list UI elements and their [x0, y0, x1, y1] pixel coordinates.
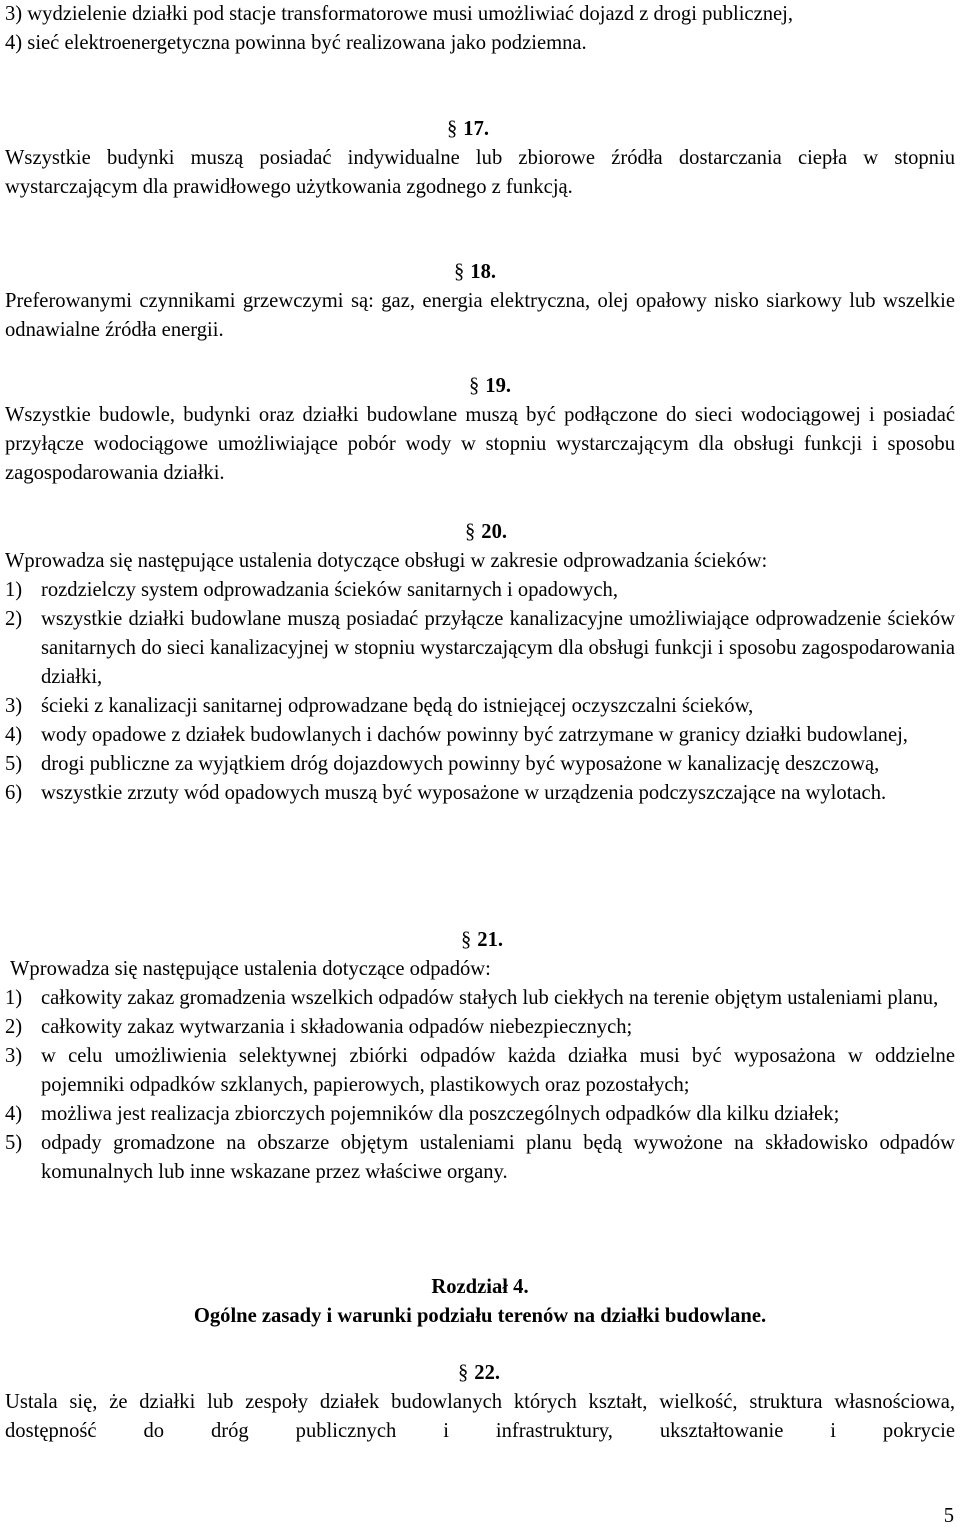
section-heading-21: § 21.: [461, 929, 504, 951]
chapter-label: Rozdział 4.: [431, 1276, 529, 1298]
list-item: 2) całkowity zakaz wytwarzania i składowania odpadów niebezpiecznych;: [5, 1016, 633, 1038]
paragraph: Wszystkie budynki muszą posiadać indywidualne lub zbiorowe źródła dostarczania ciepła w stopniu wystarczającym dla prawidłowego użytkowania zgodnego z funkcją.: [5, 147, 955, 198]
paragraph: Ustala się, że działki lub zespoły działek budowlanych których kształt, wielkość, struktura własnościowa, dostępność do dróg publicznych i infrastruktury, ukształtowanie i pokrycie: [5, 1391, 955, 1442]
section-sign: §: [454, 261, 465, 283]
list-item: 5) odpady gromadzone na obszarze objętym ustaleniami planu będą wywożone na składowisko odpadów komunalnych lub inne wskazane przez właściwe organy.: [5, 1132, 955, 1183]
section-heading-17: § 17.: [447, 118, 490, 140]
section-17-body: [5, 144, 955, 202]
list-item: 5) drogi publiczne za wyjątkiem dróg dojazdowych powinny być wyposażone w kanalizację deszczową,: [5, 753, 880, 775]
list-item: 4) sieć elektroenergetyczna powinna być realizowana jako podziemna.: [5, 32, 587, 54]
list-item: 1) rozdzielczy system odprowadzania ścieków sanitarnych i opadowych,: [5, 579, 618, 601]
section-heading-19: § 19.: [469, 375, 512, 397]
paragraph-intro: Wprowadza się następujące ustalenia dotyczące odpadów:: [10, 958, 491, 980]
list-item: 6) wszystkie zrzuty wód opadowych muszą być wyposażone w urządzenia podczyszczające na wylotach.: [5, 782, 887, 804]
section-sign: §: [458, 1362, 469, 1384]
list-item: 4) wody opadowe z działek budowlanych i dachów powinny być zatrzymane w granicy działki budowlanej,: [5, 724, 908, 746]
list: [5, 576, 955, 808]
paragraph: Preferowanymi czynnikami grzewczymi są: gaz, energia elektryczna, olej opałowy nisko siarkowy lub wszelkie odnawialne źródła energii.: [5, 290, 955, 341]
list-item: 4) możliwa jest realizacja zbiorczych pojemników dla poszczególnych odpadków dla kilku działek;: [5, 1103, 840, 1125]
section-heading-20: § 20.: [465, 521, 508, 543]
section-21-body: [5, 955, 955, 1187]
section-sign: §: [469, 375, 480, 397]
section-heading-22: § 22.: [458, 1362, 501, 1384]
list-item: 3) wydzielenie działki pod stacje transformatorowe musi umożliwiać dojazd z drogi publicznej,: [5, 3, 794, 25]
section-sign: §: [465, 521, 476, 543]
section-sign: §: [447, 118, 458, 140]
section-20-body: [5, 547, 955, 808]
list: [5, 984, 955, 1187]
section-sign: §: [461, 929, 472, 951]
section-18-body: [5, 287, 955, 345]
list-item: 3) ścieki z kanalizacji sanitarnej odprowadzane będą do istniejącej oczyszczalni ścieków,: [5, 695, 754, 717]
list-item: 2) wszystkie działki budowlane muszą posiadać przyłącze kanalizacyjne umożliwiające odprowadzenie ścieków sanitarnych do sieci kanalizacyjnej w stopniu wystarczającym dla obsługi funkcji i sposobu zagospodarowania działki,: [5, 608, 955, 688]
section-heading-18: § 18.: [454, 261, 497, 283]
paragraph-intro: Wprowadza się następujące ustalenia dotyczące obsługi w zakresie odprowadzania ścieków:: [5, 550, 768, 572]
section-19-body: [5, 401, 955, 488]
section-22-body: [5, 1388, 955, 1446]
page-number: 5: [943, 1505, 954, 1527]
chapter-title: Ogólne zasady i warunki podziału terenów na działki budowlane.: [193, 1305, 767, 1327]
top-list: [5, 0, 955, 58]
list-item: 1) całkowity zakaz gromadzenia wszelkich odpadów stałych lub ciekłych na terenie objętym ustaleniami planu,: [5, 987, 939, 1009]
list-item: 3) w celu umożliwienia selektywnej zbiórki odpadów każda działka musi być wyposażona w oddzielne pojemniki odpadków szklanych, papierowych, plastikowych oraz pozostałych;: [5, 1045, 955, 1096]
paragraph: Wszystkie budowle, budynki oraz działki budowlane muszą być podłączone do sieci wodociągowej i posiadać przyłącze wodociągowe umożliwiające pobór wody w stopniu wystarczającym dla obsługi funkcji i sposobu zagospodarowania działki.: [5, 404, 955, 484]
